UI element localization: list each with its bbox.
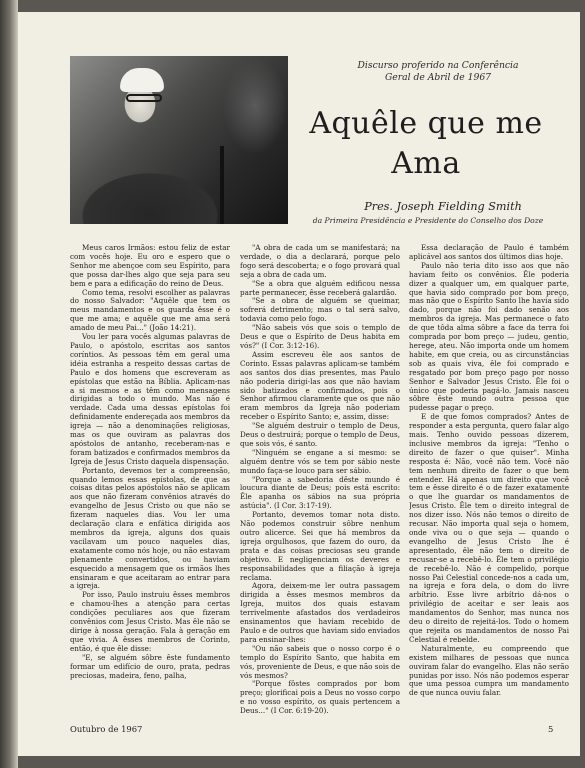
paragraph: E de que fomos comprados? Antes de responder a esta pergunta, quero falar algo mais. Tenho ouvido pessoas dizerem, inclusive membros da igreja: "Tenho o direito de fazer o que quiser". Minha resposta é: Não, você não tem. Você não tem nenhum direito de fazer o que bem entender. Há apenas um direito que você tem e êsse direito é o de fazer exatamente o que lhe guardar os mandamentos de Jesus Cristo. Êle tem o direito integral de nos dizer isso. Nós não temos o direito de recusar. Não importa qual seja o homem, onde viva ou o que seja — quando o evangelho de Jesus Cristo lhe é apresentado, êle não tem o direito de recusar-se a recebê-lo. Êle tem o privilégio de recebê-lo. Não é compelido, porque nosso Pai Celestial concede-nos a cada um, na igreja e fora dela, o dom do livre arbítrio. Esse livre arbítrio dá-nos o privilégio de aceitar e ser leais aos mandamentos do Senhor, mas nunca nos deu o direito de rejeitá-los. Todo o homem que rejeita os mandamentos de nosso Pai Celestial é rebelde. (409, 412, 569, 644)
paragraph: Como tema, resolvi escolher as palavras do nosso Salvador: "Aquêle que tem os meus mandamentos e os guarda êsse é o que me ama; e aquêle que me ama será amado de meu Pai..." (João 14:21). (70, 287, 230, 333)
article-title (294, 104, 558, 184)
paragraph: Naturalmente, eu compreendo que existem milhares de pessoas que nunca ouviram falar do evangelho. Elas não serão punidas por isso. Nós não podemos esperar que uma pessoa cumpra um mandamento de que nunca ouviu falar. (409, 643, 569, 698)
paragraph: "A obra de cada um se manifestará; na verdade, o dia a declarará, porque pelo fogo será descoberta; e o fogo provará qual seja a obra de cada um. (240, 244, 400, 279)
talk-subtitle (318, 60, 558, 83)
title-line-2: Ama (391, 146, 461, 181)
photo-glasses (126, 94, 162, 102)
paragraph: Essa declaração de Paulo é também aplicável aos santos dos últimos dias hoje. (409, 244, 569, 261)
book-binding (0, 0, 18, 768)
paragraph: Por isso, Paulo instruiu êsses membros e chamou-lhes a atenção para certas condições peculiares aos que fizeram convênios com Jesus Cristo. Mas êle não se dirige à nossa geração. Fala à geração em que vivia. A êsses membros de Corinto, então, é que êle disse: (70, 590, 230, 653)
paragraph: Assim escreveu êle aos santos de Corinto. Essas palavras aplicam-se também aos santos dos dias presentes, mas Paulo não poderia dirigi-las aos que não haviam sido batizados e confirmados, pois o Senhor afirmou claramente que os que não eram membros da Igreja não poderiam receber o Espírito Santo; e, assim, disse: (240, 349, 400, 422)
paragraph: "Porque fôstes comprados por bom preço; glorificai pois a Deus no vosso corpo e no vosso espírito, os quais pertencem a Deus..." (I Cor. 6:19-20). (240, 679, 400, 716)
paragraph: "Se a obra de alguém se queimar, sofrerá detrimento; mas o tal será salvo, todavia como pelo fogo. (240, 296, 400, 324)
paragraph: "Se alguém destruir o templo de Deus, Deus o destruirá; porque o templo de Deus, que sois vós, é santo. (240, 421, 400, 448)
text-column-2 (240, 244, 400, 720)
paragraph: "Porque a sabedoria dêste mundo é loucura diante de Deus; pois está escrito: Êle apanha os sábios na sua própria astúcia". (I Cor. 3:17-19). (240, 474, 400, 511)
paragraph: Portanto, devemos tomar nota disto. Não podemos construir sôbre nenhum outro alicerce. Sei que há membros da igreja orgulhosos, que fazem do ouro, da prata e das coisas preciosas seu grande objetivo. E negligenciam os deveres e responsabilidades que a filiação à igreja reclama. (240, 510, 400, 582)
paragraph: "E, se alguém sôbre êste fundamento formar um edifício de ouro, prata, pedras preciosas, madeira, feno, palha, (70, 652, 230, 680)
subtitle-line-1: Discurso proferido na Conferência (357, 60, 519, 71)
text-column-1 (70, 244, 230, 720)
paragraph: Meus caros Irmãos: estou feliz de estar com vocês hoje. Eu oro e espero que o Senhor me abençoe com seu Espírito, para que possa dar-lhes algo que seja para seu bem e para a edificação do reino de Deus. (70, 244, 230, 288)
paragraph: Portanto, devemos ter a compreensão, quando lemos essas epístolas, de que as coisas ditas pelos apóstolos não se aplicam aos que não fizeram convênios através do evangelho de Jesus Cristo ou que não se fizeram naqueles dias. Vou ler uma declaração clara e enfática dirigida aos membros da igreja, alguns dos quais vacilavam um pouco naqueles dias, exatamente como nós hoje, ou não estavam plenamente convertidos, ou haviam esquecido a mensagem que os irmãos lhes ensinaram e que aceitaram ao entrar para a igreja. (70, 465, 230, 591)
paragraph: Paulo não teria dito isso aos que não haviam feito os convênios. Êle poderia dizer a qualquer um, em qualquer parte, que havia sido comprado por bom preço, mas não que o Espírito Santo lhe havia sido dado, porque não foi dado senão aos membros da igreja. Mas permanece o fato de que tôda alma sôbre a face da terra foi comprada por bom preço — judeu, gentio, herege, ateu. Não importa onde um homem habite, em que creia, ou as circunstâncias sob as quais viva, êle foi comprado e resgatado por bom preço pago por nosso Senhor e Salvador Jesus Cristo. Êle foi o único que poderia pagá-lo. Jamais nasceu sôbre êste mundo outra pessoa que pudesse pagar o preço. (409, 260, 569, 413)
paragraph: "Ninguém se engane a si mesmo: se alguém dentre vós se tem por sábio neste mundo faça-se louco para ser sábio. (240, 447, 400, 475)
paragraph: "Ou não sabeis que o nosso corpo é o templo do Espírito Santo, que habita em vós, proveniente de Deus, e que não sois de vós mesmos? (240, 643, 400, 680)
title-line-1: Aquêle que me (309, 106, 543, 141)
paragraph: Agora, deixem-me ler outra passagem dirigida a êsses mesmos membros da Igreja, muitos dos quais estavam terrivelmente afastados dos verdadeiros ensinamentos que haviam recebido de Paulo e de outros que haviam sido enviados para ensinar-lhes: (240, 581, 400, 644)
footer-date: Outubro de 1967 (70, 724, 143, 734)
speaker-photo (70, 56, 288, 224)
author-name: Pres. Joseph Fielding Smith (364, 200, 522, 213)
photo-microphone (220, 146, 224, 224)
subtitle-line-2: Geral de Abril de 1967 (384, 71, 492, 83)
photo-hair (120, 68, 164, 92)
paragraph: Vou ler para vocês algumas palavras de Paulo, o apóstolo, escritas aos santos coríntios. As pessoas têm em geral uma idéia estranha a respeito dessas cartas de Paulo e dos homens que escreveram as epístolas que estão na Bíblia. Aplicam-nas a si mesmos e as têm como mensagens dirigidas a todo o mundo. Mas não é verdade. Cada uma dessas epístolas foi definidamente endereçada aos membros da igreja — não a denominações religiosas, mas os que ouviram as palavras dos apóstolos de antanho, receberam-nas e foram batizados e confirmados membros da Igreja de Jesus Cristo daquela dispensação. (70, 332, 230, 466)
page-number: 5 (548, 724, 554, 734)
author-position: da Primeira Presidência e Presidente do Conselho dos Doze (312, 216, 544, 225)
paragraph: "Não sabeis vós que sois o templo de Deus e que o Espírito de Deus habita em vós?" (I Cor. 3:12-16). (240, 323, 400, 350)
magazine-page (18, 12, 580, 756)
paragraph: "Se a obra que alguém edificou nessa parte permanecer, êsse receberá galardão. (240, 278, 400, 297)
text-column-3 (409, 244, 569, 720)
